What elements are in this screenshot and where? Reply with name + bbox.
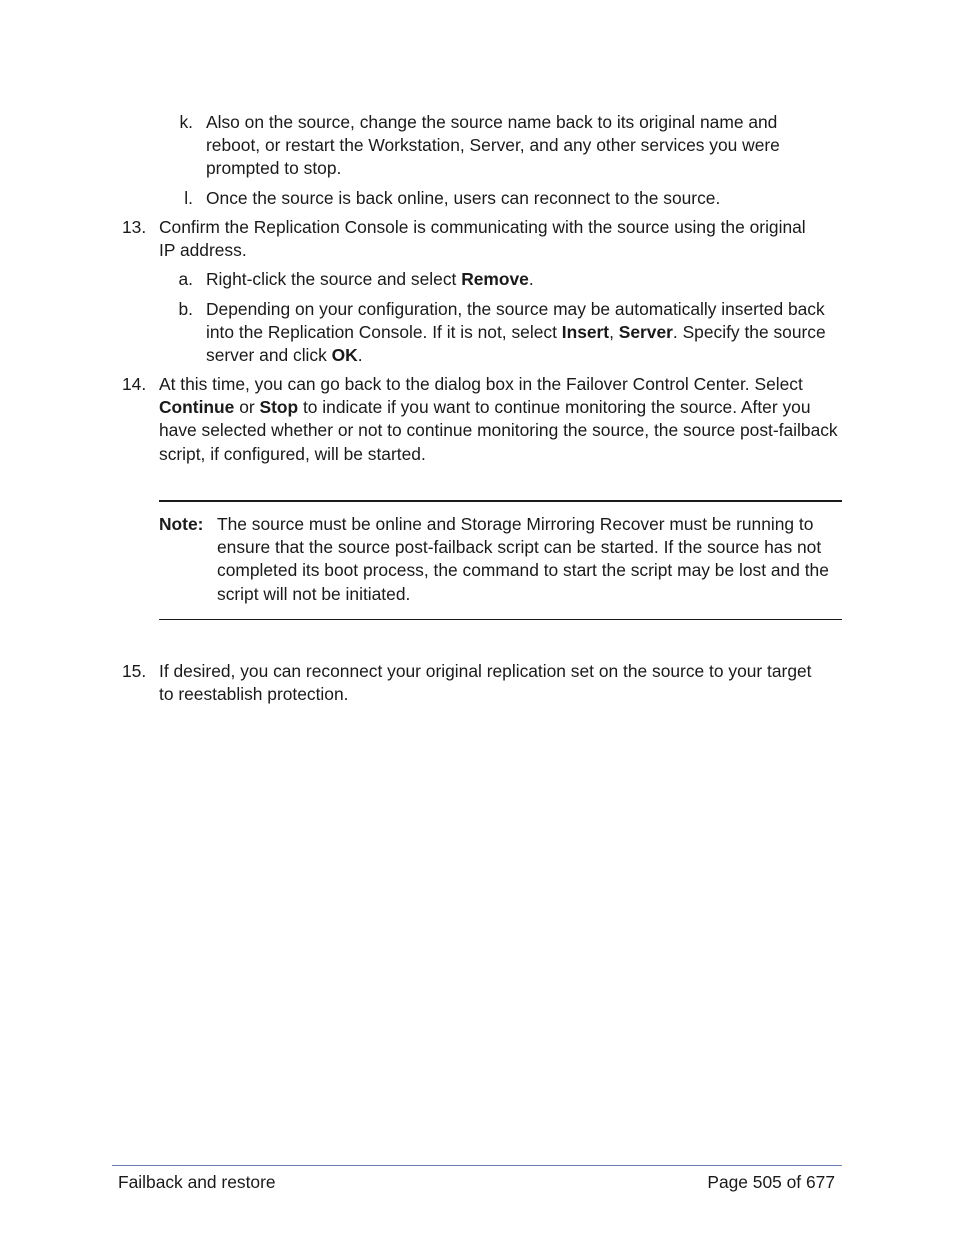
footer-divider — [112, 1165, 842, 1166]
note-text: The source must be online and Storage Mirroring Recover must be running to ensure that the source post-failback script can be started. If the source has not completed its boot process, the command to start the script may be lost and the script will not be initiated. — [217, 514, 829, 604]
list-item-13b — [0, 298, 954, 368]
list-item-text: If desired, you can reconnect your original replication set on the source to your target to reestablish protection. — [159, 661, 812, 705]
list-item-14 — [0, 373, 954, 468]
list-item-13a — [0, 268, 954, 292]
list-item-15 — [0, 660, 954, 708]
list-marker: 15. — [122, 661, 147, 681]
list-marker: k. — [179, 112, 193, 132]
list-item-text: Also on the source, change the source name back to its original name and reboot, or restart the Workstation, Server, and any other services you were prompted to stop. — [206, 112, 780, 179]
footer-page-number: Page 505 of 677 — [707, 1172, 835, 1192]
list-marker: 13. — [122, 217, 147, 237]
list-marker: b. — [178, 299, 193, 319]
list-item-text: At this time, you can go back to the dialog box in the Failover Control Center. Select Continue or Stop to indicate if you want to continue monitoring the source. After you have selected whether or not to continue monitoring the source, the source post-failback script, if configured, will be started. — [159, 374, 838, 464]
note-bottom-rule — [159, 619, 842, 620]
list-item-text: Confirm the Replication Console is communicating with the source using the original IP address. — [159, 217, 806, 261]
list-item-text: Depending on your configuration, the source may be automatically inserted back into the Replication Console. If it is not, select Insert, Server. Specify the source server and click OK. — [206, 299, 826, 366]
list-item-text: Right-click the source and select Remove. — [206, 269, 534, 289]
list-item-k — [0, 111, 954, 181]
note-top-rule — [159, 500, 842, 502]
list-item-13 — [0, 216, 954, 264]
list-marker: 14. — [122, 374, 147, 394]
note-label: Note: — [159, 514, 204, 534]
list-item-text: Once the source is back online, users can reconnect to the source. — [206, 188, 721, 208]
footer-section-title: Failback and restore — [118, 1172, 276, 1192]
list-item-l — [0, 187, 954, 211]
list-marker: a. — [178, 269, 193, 289]
list-marker: l. — [184, 188, 193, 208]
